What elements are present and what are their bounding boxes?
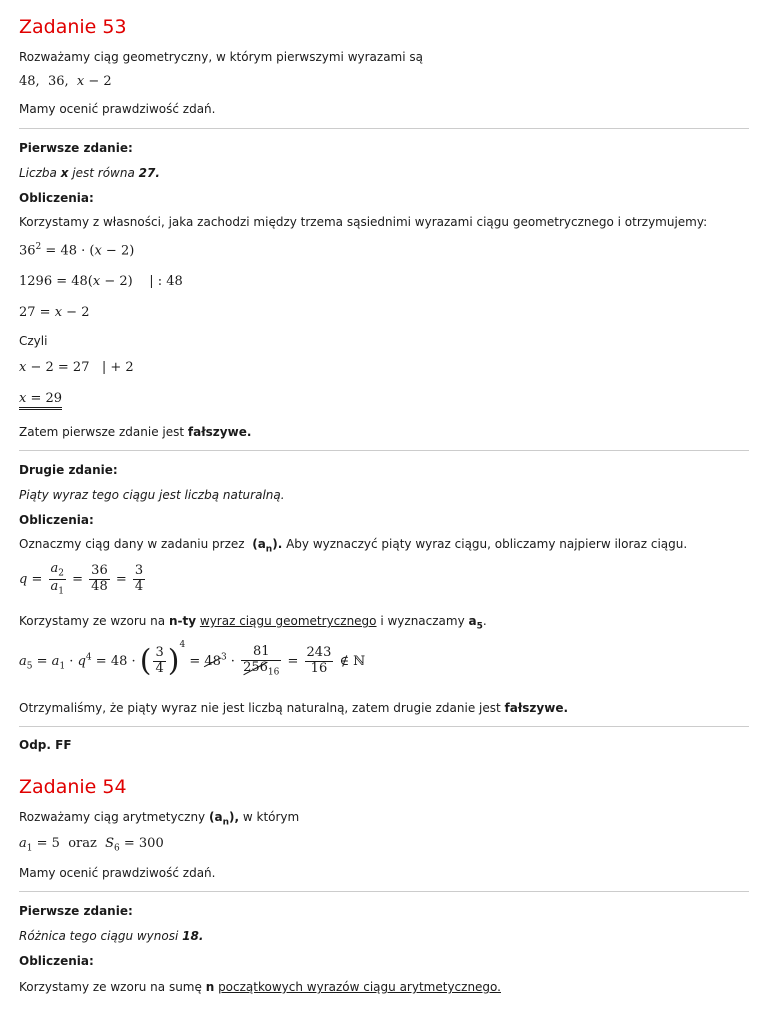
- fifth-term-equation: $a_5 = a_1 \cdot q^4 = 48$ · ( $\frac{3}{4}$ )$^4 = 48^3$ · $\frac{81}{256_{16}}$ = $\frac{243}{16}$ ∉ ℕ: [19, 640, 366, 679]
- task-54-given: $a_1 = 5$ oraz $S_6 = 300$: [19, 836, 164, 854]
- equation-2: 1296 = 48(x − 2) | : 48: [19, 274, 183, 289]
- cancelled-256: 256: [243, 660, 268, 675]
- task-54-statement-1-label: Pierwsze zdanie:: [19, 904, 133, 918]
- statement-2-claim: Piąty wyraz tego ciągu jest liczbą naturalną.: [19, 488, 285, 502]
- statement-1-conclusion: Zatem pierwsze zdanie jest fałszywe.: [19, 425, 252, 439]
- task-54-title: Zadanie 54: [19, 776, 127, 798]
- task-54-description: Korzystamy ze wzoru na sumę n początkowych wyrazów ciągu arytmetycznego.: [19, 980, 501, 994]
- formula-description: Korzystamy ze wzoru na n-ty wyraz ciągu geometrycznego i wyznaczamy $a_5$.: [19, 614, 487, 632]
- divider: [19, 726, 749, 727]
- equation-4: x − 2 = 27 | + 2: [19, 360, 134, 375]
- task-54-statement-1-claim: Różnica tego ciągu wynosi 18.: [19, 929, 204, 943]
- czyli-text: Czyli: [19, 334, 48, 348]
- divider: [19, 891, 749, 892]
- geometric-sequence-link[interactable]: wyraz ciągu geometrycznego: [199, 614, 377, 628]
- statement-2-label: Drugie zdanie:: [19, 463, 118, 477]
- statement-2-description: Oznaczmy ciąg dany w zadaniu przez $(a_n)$. Aby wyznaczyć piąty wyraz ciągu, obliczamy najpierw iloraz ciągu.: [19, 537, 688, 555]
- task-53-instruction: Mamy ocenić prawdziwość zdań.: [19, 102, 216, 116]
- equation-1: $36^2 = 48 \cdot (x - 2)$: [19, 242, 135, 259]
- arithmetic-sum-link[interactable]: początkowych wyrazów ciągu arytmetycznego.: [218, 980, 501, 994]
- calculations-label: Obliczenia:: [19, 513, 94, 527]
- task-53-intro: Rozważamy ciąg geometryczny, w którym pierwszymi wyrazami są: [19, 50, 424, 64]
- equation-5-result: x = 29: [19, 391, 62, 407]
- calculations-label: Obliczenia:: [19, 191, 94, 205]
- calculations-label: Obliczenia:: [19, 954, 94, 968]
- quotient-equation: q = $\frac{a_2}{a_1}$ = $\frac{36}{48}$ = $\frac{3}{4}$: [19, 561, 144, 597]
- equation-3: 27 = x − 2: [19, 305, 90, 320]
- divider: [19, 450, 749, 451]
- statement-2-conclusion: Otrzymaliśmy, że piąty wyraz nie jest liczbą naturalną, zatem drugie zdanie jest fałszywe.: [19, 701, 569, 715]
- statement-1-claim: Liczba x jest równa 27.: [19, 166, 160, 180]
- answer: Odp. FF: [19, 738, 72, 752]
- task-53-terms: 48, 36, x − 2: [19, 74, 112, 89]
- cancelled-48: 48: [204, 654, 221, 669]
- statement-1-description: Korzystamy z własności, jaka zachodzi między trzema sąsiednimi wyrazami ciągu geometrycznego i otrzymujemy:: [19, 215, 708, 229]
- task-54-instruction: Mamy ocenić prawdziwość zdań.: [19, 866, 216, 880]
- task-53-title: Zadanie 53: [19, 16, 127, 38]
- statement-1-label: Pierwsze zdanie:: [19, 141, 133, 155]
- divider: [19, 128, 749, 129]
- task-54-intro: Rozważamy ciąg arytmetyczny $(a_n)$, w którym: [19, 810, 300, 828]
